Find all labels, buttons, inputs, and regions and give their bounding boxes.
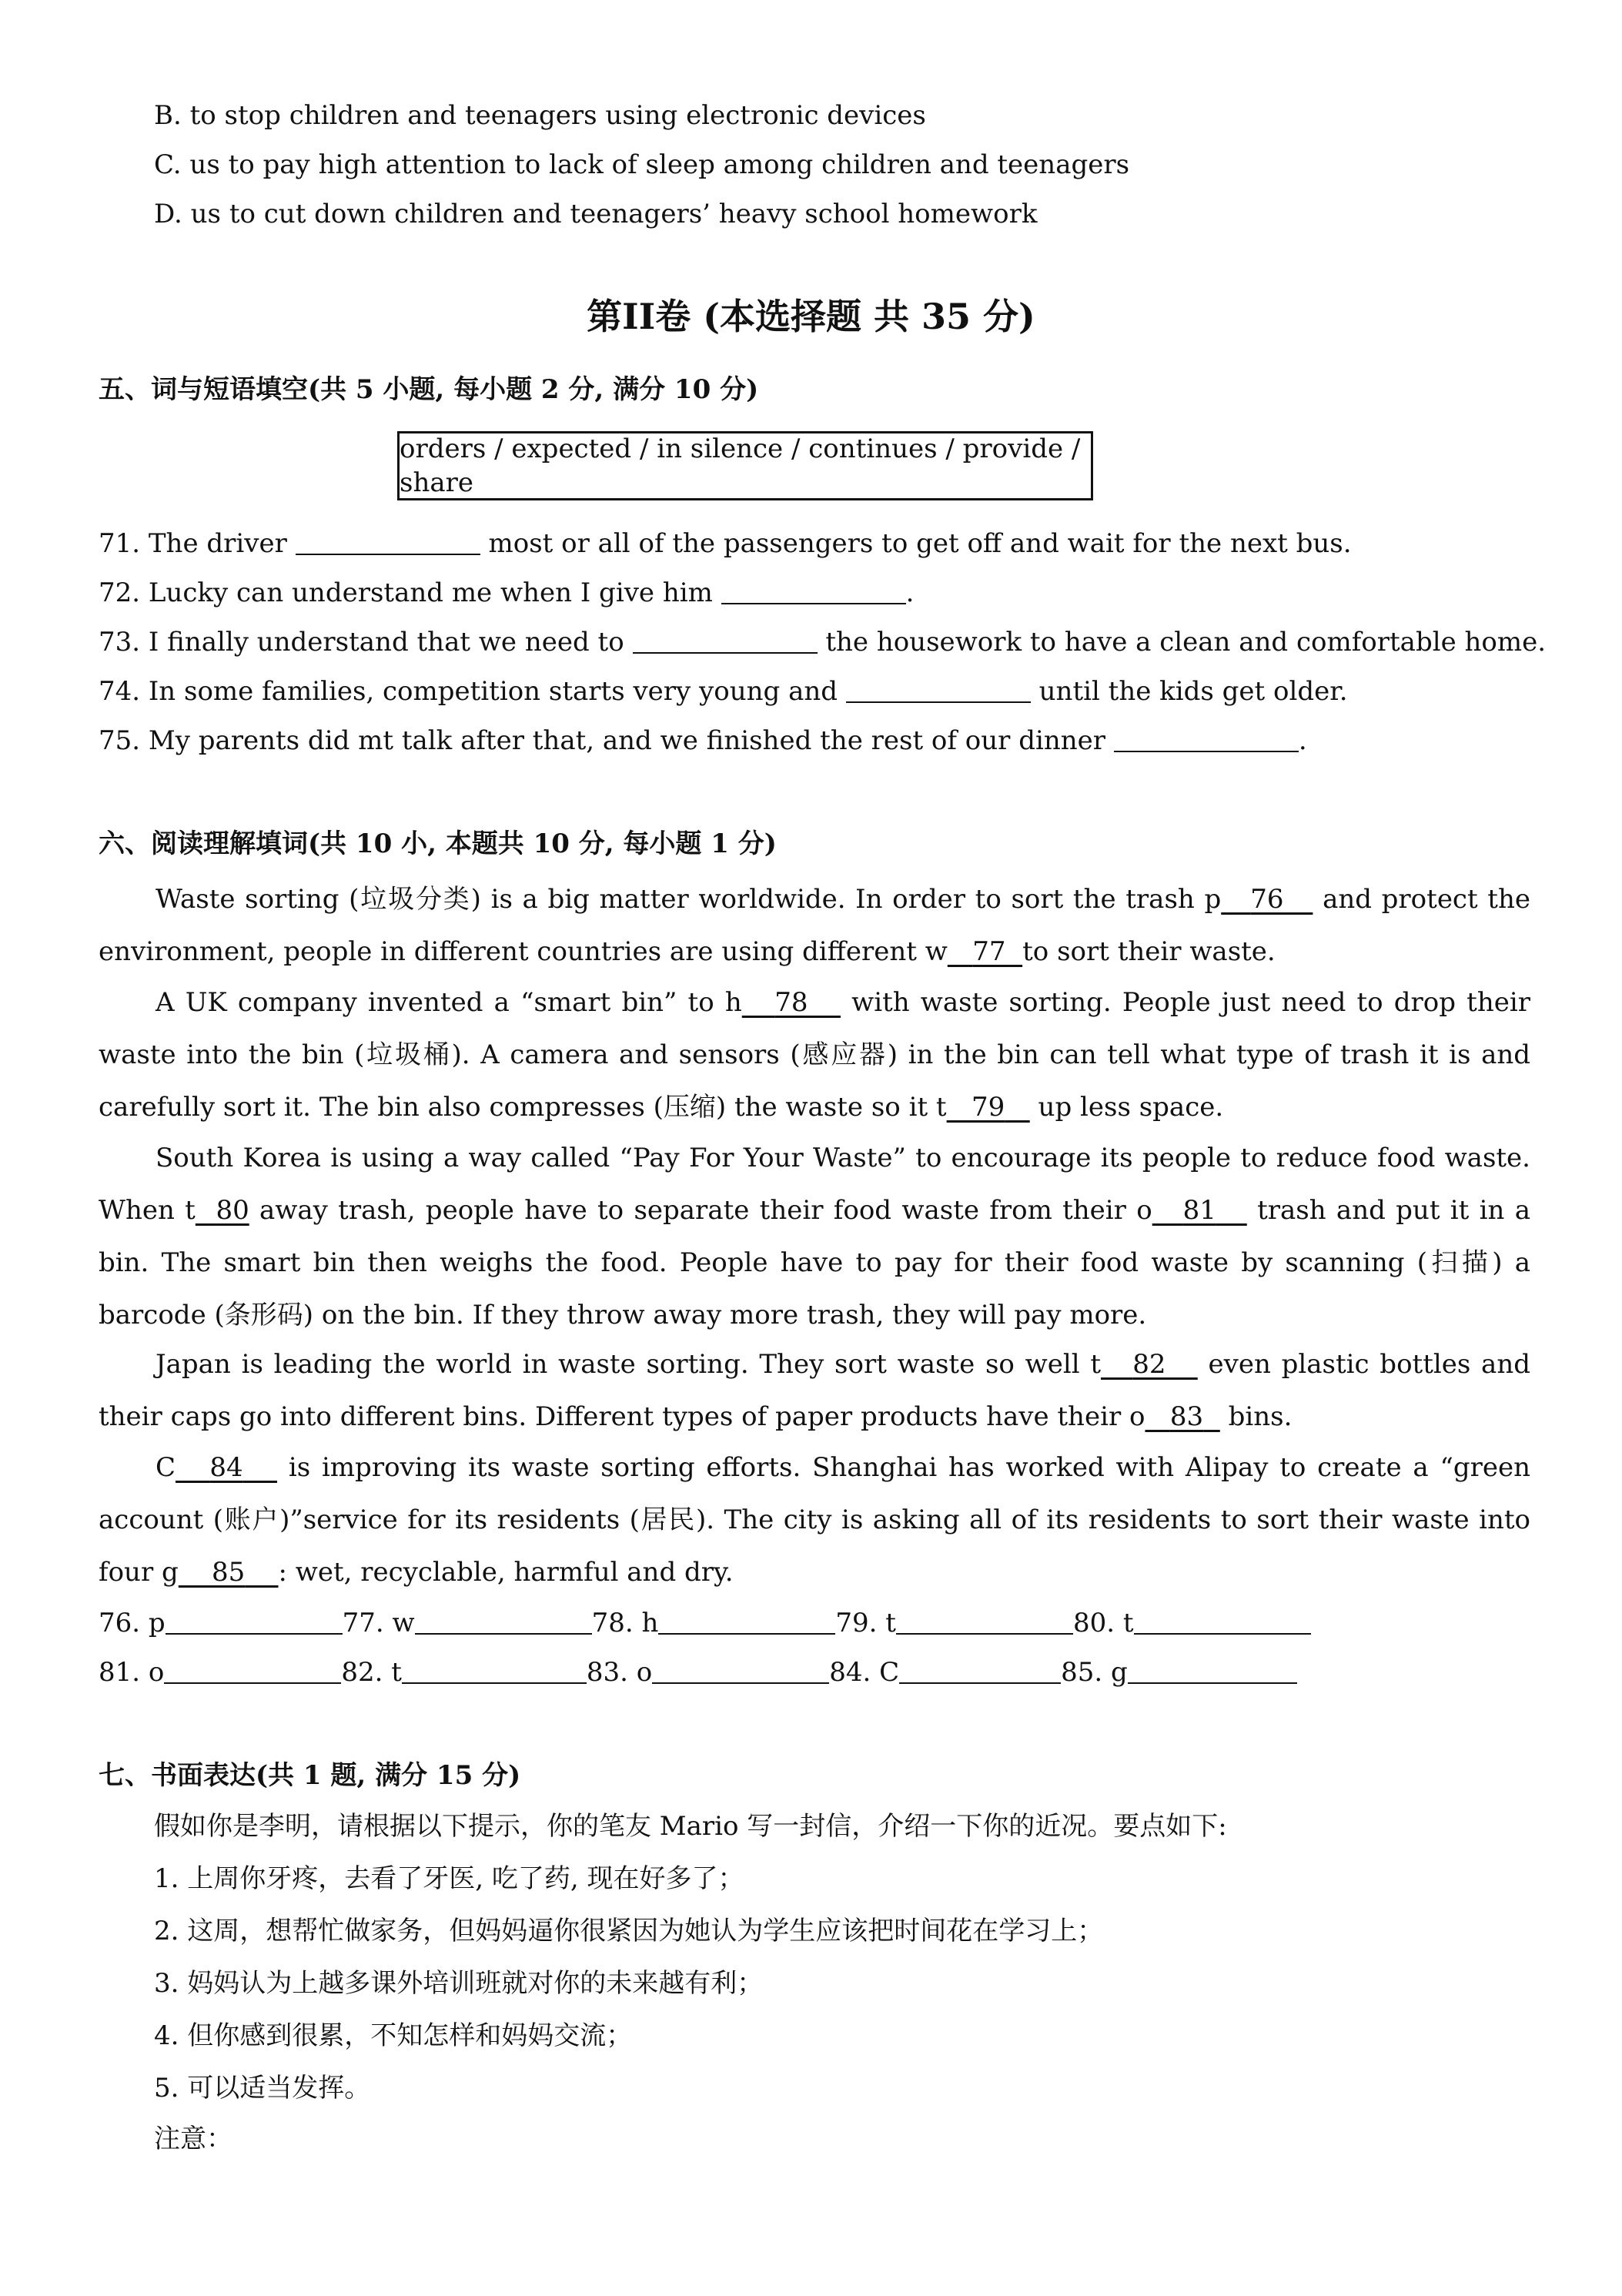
passage-paragraph-5: C 84 is improving its waste sorting efforts. Shanghai has worked with Alipay to create a “green account (账户)”service for its residents (居民). The city is asking all of its residents to sort their waste into four g 85 : wet, recyclable, harmful and dry. xyxy=(99,1452,1530,1588)
writing-prompt-intro: 假如你是李明，请根据以下提示，你的笔友 Mario 写一封信，介绍一下你的近况。要点如下: xyxy=(154,1811,1227,1842)
question-71-pre: 71. The driver xyxy=(99,528,287,559)
section-6-heading: 六、阅读理解填词(共 10 小, 本题共 10 分, 每小题 1 分) xyxy=(99,828,777,859)
passage-paragraph-1: Waste sorting (垃圾分类) is a big matter worldwide. In order to sort the trash p 76 and protect the environment, people in different countries are using different w 77 to sort their waste. xyxy=(99,884,1530,967)
question-71 xyxy=(99,527,1352,561)
blank-79: 79 xyxy=(972,1092,1005,1123)
answer-77: 77. w xyxy=(343,1606,592,1640)
question-72-post: . xyxy=(905,577,915,608)
answer-blank-72[interactable] xyxy=(721,577,906,604)
question-74-pre: 74. In some families, competition starts very young and xyxy=(99,676,838,707)
answer-blank-82[interactable] xyxy=(402,1656,587,1684)
answer-blank-80[interactable] xyxy=(1134,1607,1311,1635)
blank-81: 81 xyxy=(1182,1195,1216,1226)
option-d: D. us to cut down children and teenagers’ heavy school homework xyxy=(154,199,1038,229)
answer-79: 79. t xyxy=(835,1606,1073,1640)
answer-83: 83. o xyxy=(587,1655,829,1689)
answer-blank-84[interactable] xyxy=(899,1656,1061,1684)
passage-paragraph-4: Japan is leading the world in waste sorting. They sort waste so well t 82 even plastic bottles and their caps go into different bins. Different types of paper products have their o 83 bins. xyxy=(99,1349,1530,1432)
section-5-heading: 五、词与短语填空(共 5 小题, 每小题 2 分, 满分 10 分) xyxy=(99,374,759,405)
answer-blank-74[interactable] xyxy=(846,675,1031,703)
question-74 xyxy=(99,674,1348,708)
question-71-post: most or all of the passengers to get off and wait for the next bus. xyxy=(488,528,1352,559)
answer-blank-77[interactable] xyxy=(415,1607,592,1635)
answer-82: 82. t xyxy=(341,1655,587,1689)
answer-blank-76[interactable] xyxy=(166,1607,343,1635)
answer-blank-78[interactable] xyxy=(658,1607,835,1635)
blank-77: 77 xyxy=(972,936,1006,967)
question-73 xyxy=(99,625,1546,659)
answer-blank-83[interactable] xyxy=(652,1656,829,1684)
answer-85: 85. g xyxy=(1061,1655,1297,1689)
blank-78: 78 xyxy=(774,987,808,1018)
option-c: C. us to pay high attention to lack of sleep among children and teenagers xyxy=(154,149,1130,180)
answer-blank-73[interactable] xyxy=(633,626,818,654)
question-75-pre: 75. My parents did mt talk after that, and we finished the rest of our dinner xyxy=(99,725,1106,756)
question-72-pre: 72. Lucky can understand me when I give him xyxy=(99,577,713,608)
answer-blank-79[interactable] xyxy=(896,1607,1073,1635)
blank-80: 80 xyxy=(216,1195,249,1226)
answer-80: 80. t xyxy=(1073,1606,1311,1640)
answer-blank-75[interactable] xyxy=(1114,725,1299,752)
blank-76: 76 xyxy=(1250,884,1284,915)
question-73-post: the housework to have a clean and comfortable home. xyxy=(825,627,1547,658)
blank-82: 82 xyxy=(1132,1349,1166,1380)
answer-78: 78. h xyxy=(592,1606,836,1640)
blank-85: 85 xyxy=(212,1557,246,1588)
writing-point-5: 5. 可以适当发挥。 xyxy=(154,2073,371,2104)
question-75-post: . xyxy=(1298,725,1307,756)
part-title: 第II卷 (本选择题 共 35 分) xyxy=(587,296,1035,337)
section-7-heading: 七、书面表达(共 1 题, 满分 15 分) xyxy=(99,1760,521,1791)
option-b: B. to stop children and teenagers using electronic devices xyxy=(154,100,926,131)
answer-row-2 xyxy=(99,1655,1297,1689)
question-73-pre: 73. I finally understand that we need to xyxy=(99,627,624,658)
writing-point-3: 3. 妈妈认为上越多课外培训班就对你的未来越有利； xyxy=(154,1968,764,1999)
question-74-post: until the kids get older. xyxy=(1038,676,1348,707)
writing-point-2: 2. 这周，想帮忙做家务，但妈妈逼你很紧因为她认为学生应该把时间花在学习上； xyxy=(154,1916,1104,1946)
passage-paragraph-3: South Korea is using a way called “Pay For Your Waste” to encourage its people to reduce food waste. When t 80 away trash, people have to separate their food waste from their o 81 trash and put it in a bin. The smart bin then weighs the food. People have to pay for their food waste by scanning (扫描) a barcode (条形码) on the bin. If they throw away more trash, they will pay more. xyxy=(99,1143,1530,1330)
word-box: orders / expected / in silence / continues / provide / share xyxy=(397,431,1093,500)
writing-note-label: 注意： xyxy=(154,2124,232,2154)
passage-paragraph-2: A UK company invented a “smart bin” to h 78 with waste sorting. People just need to drop their waste into the bin (垃圾桶). A camera and sensors (感应器) in the bin can tell what type of trash it is and carefully sort it. The bin also compresses (压缩) the waste so it t 79 up less space. xyxy=(99,987,1530,1123)
question-75 xyxy=(99,724,1307,758)
blank-84: 84 xyxy=(209,1452,243,1483)
answer-blank-81[interactable] xyxy=(164,1656,341,1684)
answer-blank-71[interactable] xyxy=(296,527,480,555)
blank-83: 83 xyxy=(1169,1401,1204,1432)
writing-point-1: 1. 上周你牙疼，去看了牙医, 吃了药, 现在好多了； xyxy=(154,1863,744,1894)
answer-row-1 xyxy=(99,1606,1311,1640)
writing-point-4: 4. 但你感到很累，不知怎样和妈妈交流； xyxy=(154,2020,633,2051)
answer-blank-85[interactable] xyxy=(1128,1656,1297,1684)
answer-81: 81. o xyxy=(99,1655,341,1689)
answer-76: 76. p xyxy=(99,1606,343,1640)
question-72 xyxy=(99,576,914,610)
answer-84: 84. C xyxy=(829,1655,1061,1689)
